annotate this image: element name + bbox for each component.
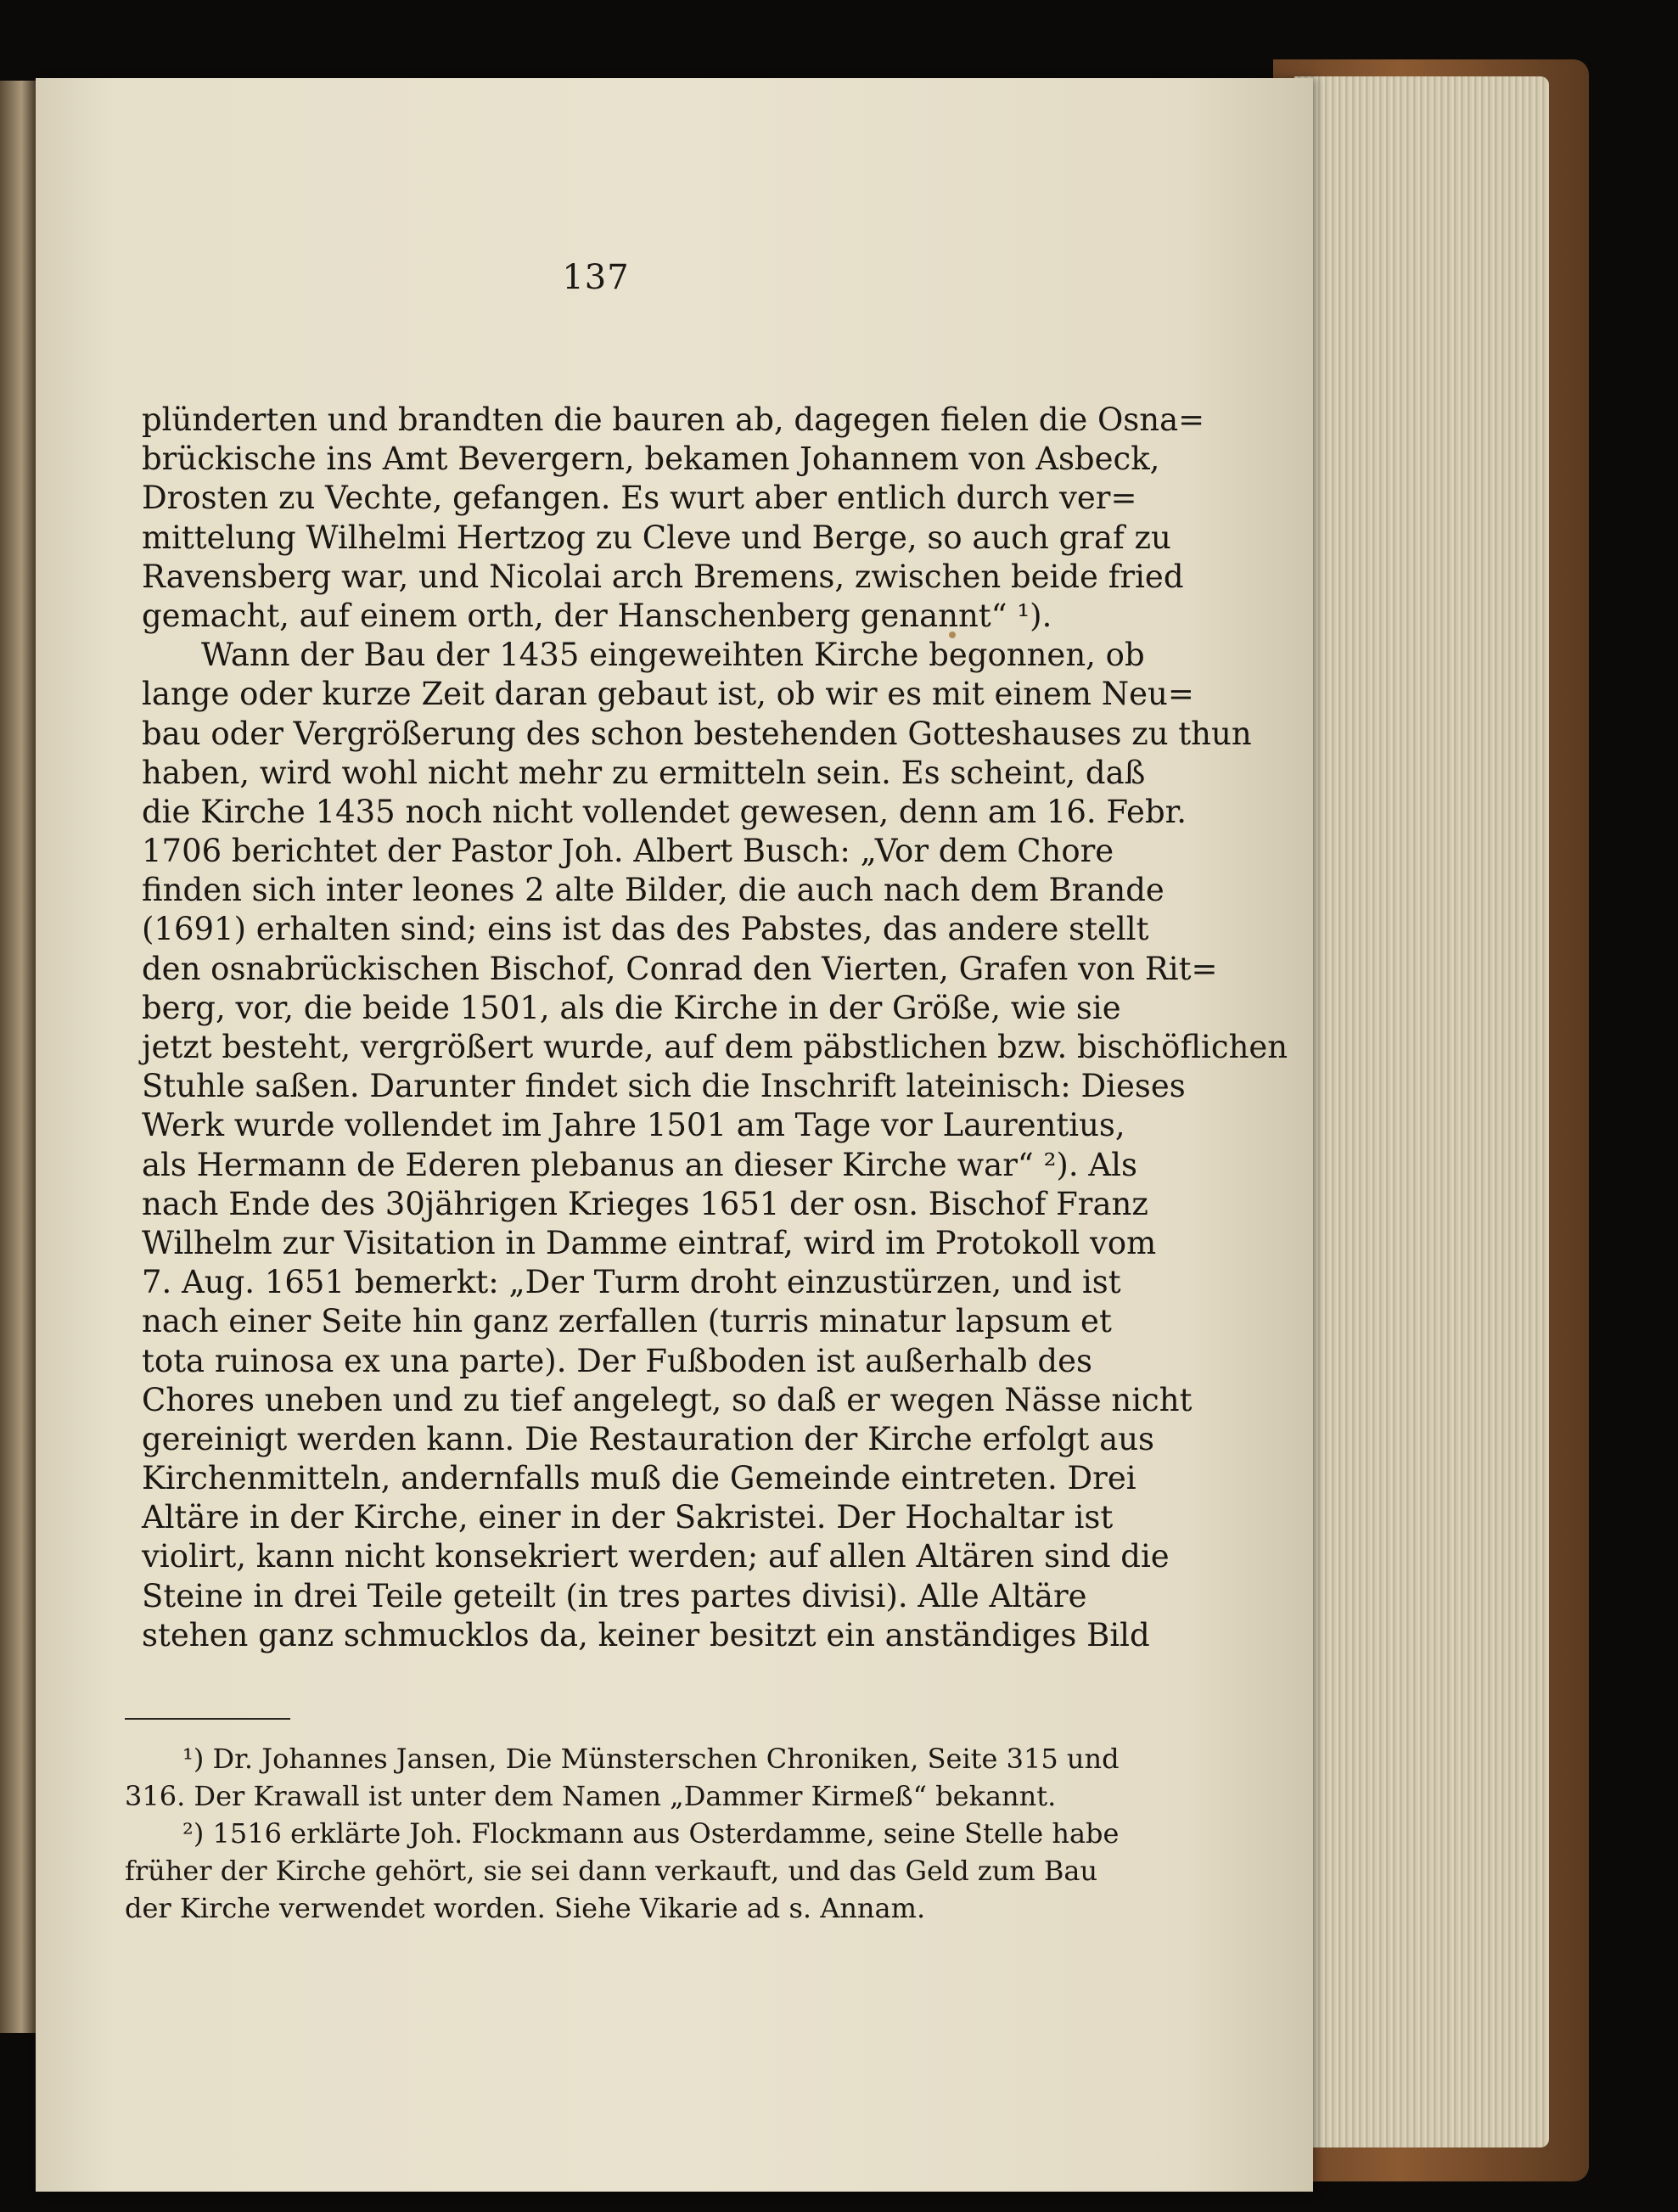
text-line: Kirchenmitteln, andernfalls muß die Gemeinde eintreten. Drei [142, 1460, 1136, 1497]
text-line: nach Ende des 30jährigen Krieges 1651 der osn. Bischof Franz [142, 1185, 1148, 1222]
page-block-edges [1294, 76, 1549, 2147]
text-line: Werk wurde vollendet im Jahre 1501 am Tage vor Laurentius, [142, 1107, 1125, 1144]
text-line: Altäre in der Kirche, einer in der Sakristei. Der Hochaltar ist [142, 1499, 1114, 1536]
text-line: haben, wird wohl nicht mehr zu ermitteln sein. Es scheint, daß [142, 754, 1146, 791]
page-number: 137 [562, 258, 630, 297]
footnote-line: ¹) Dr. Johannes Jansen, Die Münsterschen Chroniken, Seite 315 und [182, 1743, 1120, 1775]
text-line: Chores uneben und zu tief angelegt, so daß er wegen Nässe nicht [142, 1381, 1193, 1418]
text-line: nach einer Seite hin ganz zerfallen (turris minatur lapsum et [142, 1303, 1112, 1340]
text-line: 1706 berichtet der Pastor Joh. Albert Busch: „Vor dem Chore [142, 833, 1114, 870]
left-page-edge [0, 81, 36, 2033]
footnote-line: der Kirche verwendet worden. Siehe Vikarie ad s. Annam. [125, 1892, 926, 1924]
footnote-rule [125, 1718, 290, 1720]
text-line: berg, vor, die beide 1501, als die Kirche in der Größe, wie sie [142, 989, 1121, 1026]
text-line: violirt, kann nicht konsekriert werden; auf allen Altären sind die [142, 1538, 1170, 1575]
text-line: Drosten zu Vechte, gefangen. Es wurt aber entlich durch ver= [142, 480, 1137, 517]
text-line: plünderten und brandten die bauren ab, dagegen fielen die Osna= [142, 401, 1205, 438]
footnote-line: 316. Der Krawall ist unter dem Namen „Dammer Kirmeß“ bekannt. [125, 1780, 1057, 1812]
text-line: (1691) erhalten sind; eins ist das des Pabstes, das andere stellt [142, 911, 1149, 948]
text-line: jetzt besteht, vergrößert wurde, auf dem päbstlichen bzw. bischöflichen [142, 1029, 1288, 1065]
text-line: lange oder kurze Zeit daran gebaut ist, ob wir es mit einem Neu= [142, 676, 1194, 713]
body-text [142, 401, 1288, 1655]
text-line: den osnabrückischen Bischof, Conrad den Vierten, Grafen von Rit= [142, 950, 1218, 987]
text-line: als Hermann de Ederen plebanus an dieser Kirche war“ ²). Als [142, 1146, 1137, 1183]
text-line: Stuhle saßen. Darunter findet sich die Inschrift lateinisch: Dieses [142, 1068, 1186, 1105]
footnote-line: früher der Kirche gehört, sie sei dann verkauft, und das Geld zum Bau [125, 1855, 1098, 1887]
text-line: bau oder Vergrößerung des schon bestehenden Gotteshauses zu thun [142, 715, 1252, 752]
footnote-line: ²) 1516 erklärte Joh. Flockmann aus Osterdamme, seine Stelle habe [182, 1817, 1120, 1850]
text-line: Wann der Bau der 1435 eingeweihten Kirche begonnen, ob [201, 637, 1145, 674]
text-line: 7. Aug. 1651 bemerkt: „Der Turm droht einzustürzen, und ist [142, 1264, 1121, 1301]
book-page [36, 78, 1313, 2192]
text-line: tota ruinosa ex una parte). Der Fußboden ist außerhalb des [142, 1342, 1092, 1379]
text-line: stehen ganz schmucklos da, keiner besitzt ein anständiges Bild [142, 1616, 1150, 1653]
text-line: brückische ins Amt Bevergern, bekamen Johannem von Asbeck, [142, 441, 1160, 478]
text-line: gereinigt werden kann. Die Restauration der Kirche erfolgt aus [142, 1420, 1155, 1457]
text-line: Ravensberg war, und Nicolai arch Bremens, zwischen beide fried [142, 558, 1184, 595]
text-line: gemacht, auf einem orth, der Hanschenberg genannt“ ¹). [142, 597, 1052, 634]
text-line: Steine in drei Teile geteilt (in tres partes divisi). Alle Altäre [142, 1577, 1087, 1614]
text-line: Wilhelm zur Visitation in Damme eintraf, wird im Protokoll vom [142, 1224, 1157, 1261]
footnotes [125, 1740, 1120, 1927]
text-line: mittelung Wilhelmi Hertzog zu Cleve und Berge, so auch graf zu [142, 519, 1171, 556]
text-line: die Kirche 1435 noch nicht vollendet gewesen, denn am 16. Febr. [142, 793, 1187, 830]
text-line: finden sich inter leones 2 alte Bilder, die auch nach dem Brande [142, 872, 1164, 909]
